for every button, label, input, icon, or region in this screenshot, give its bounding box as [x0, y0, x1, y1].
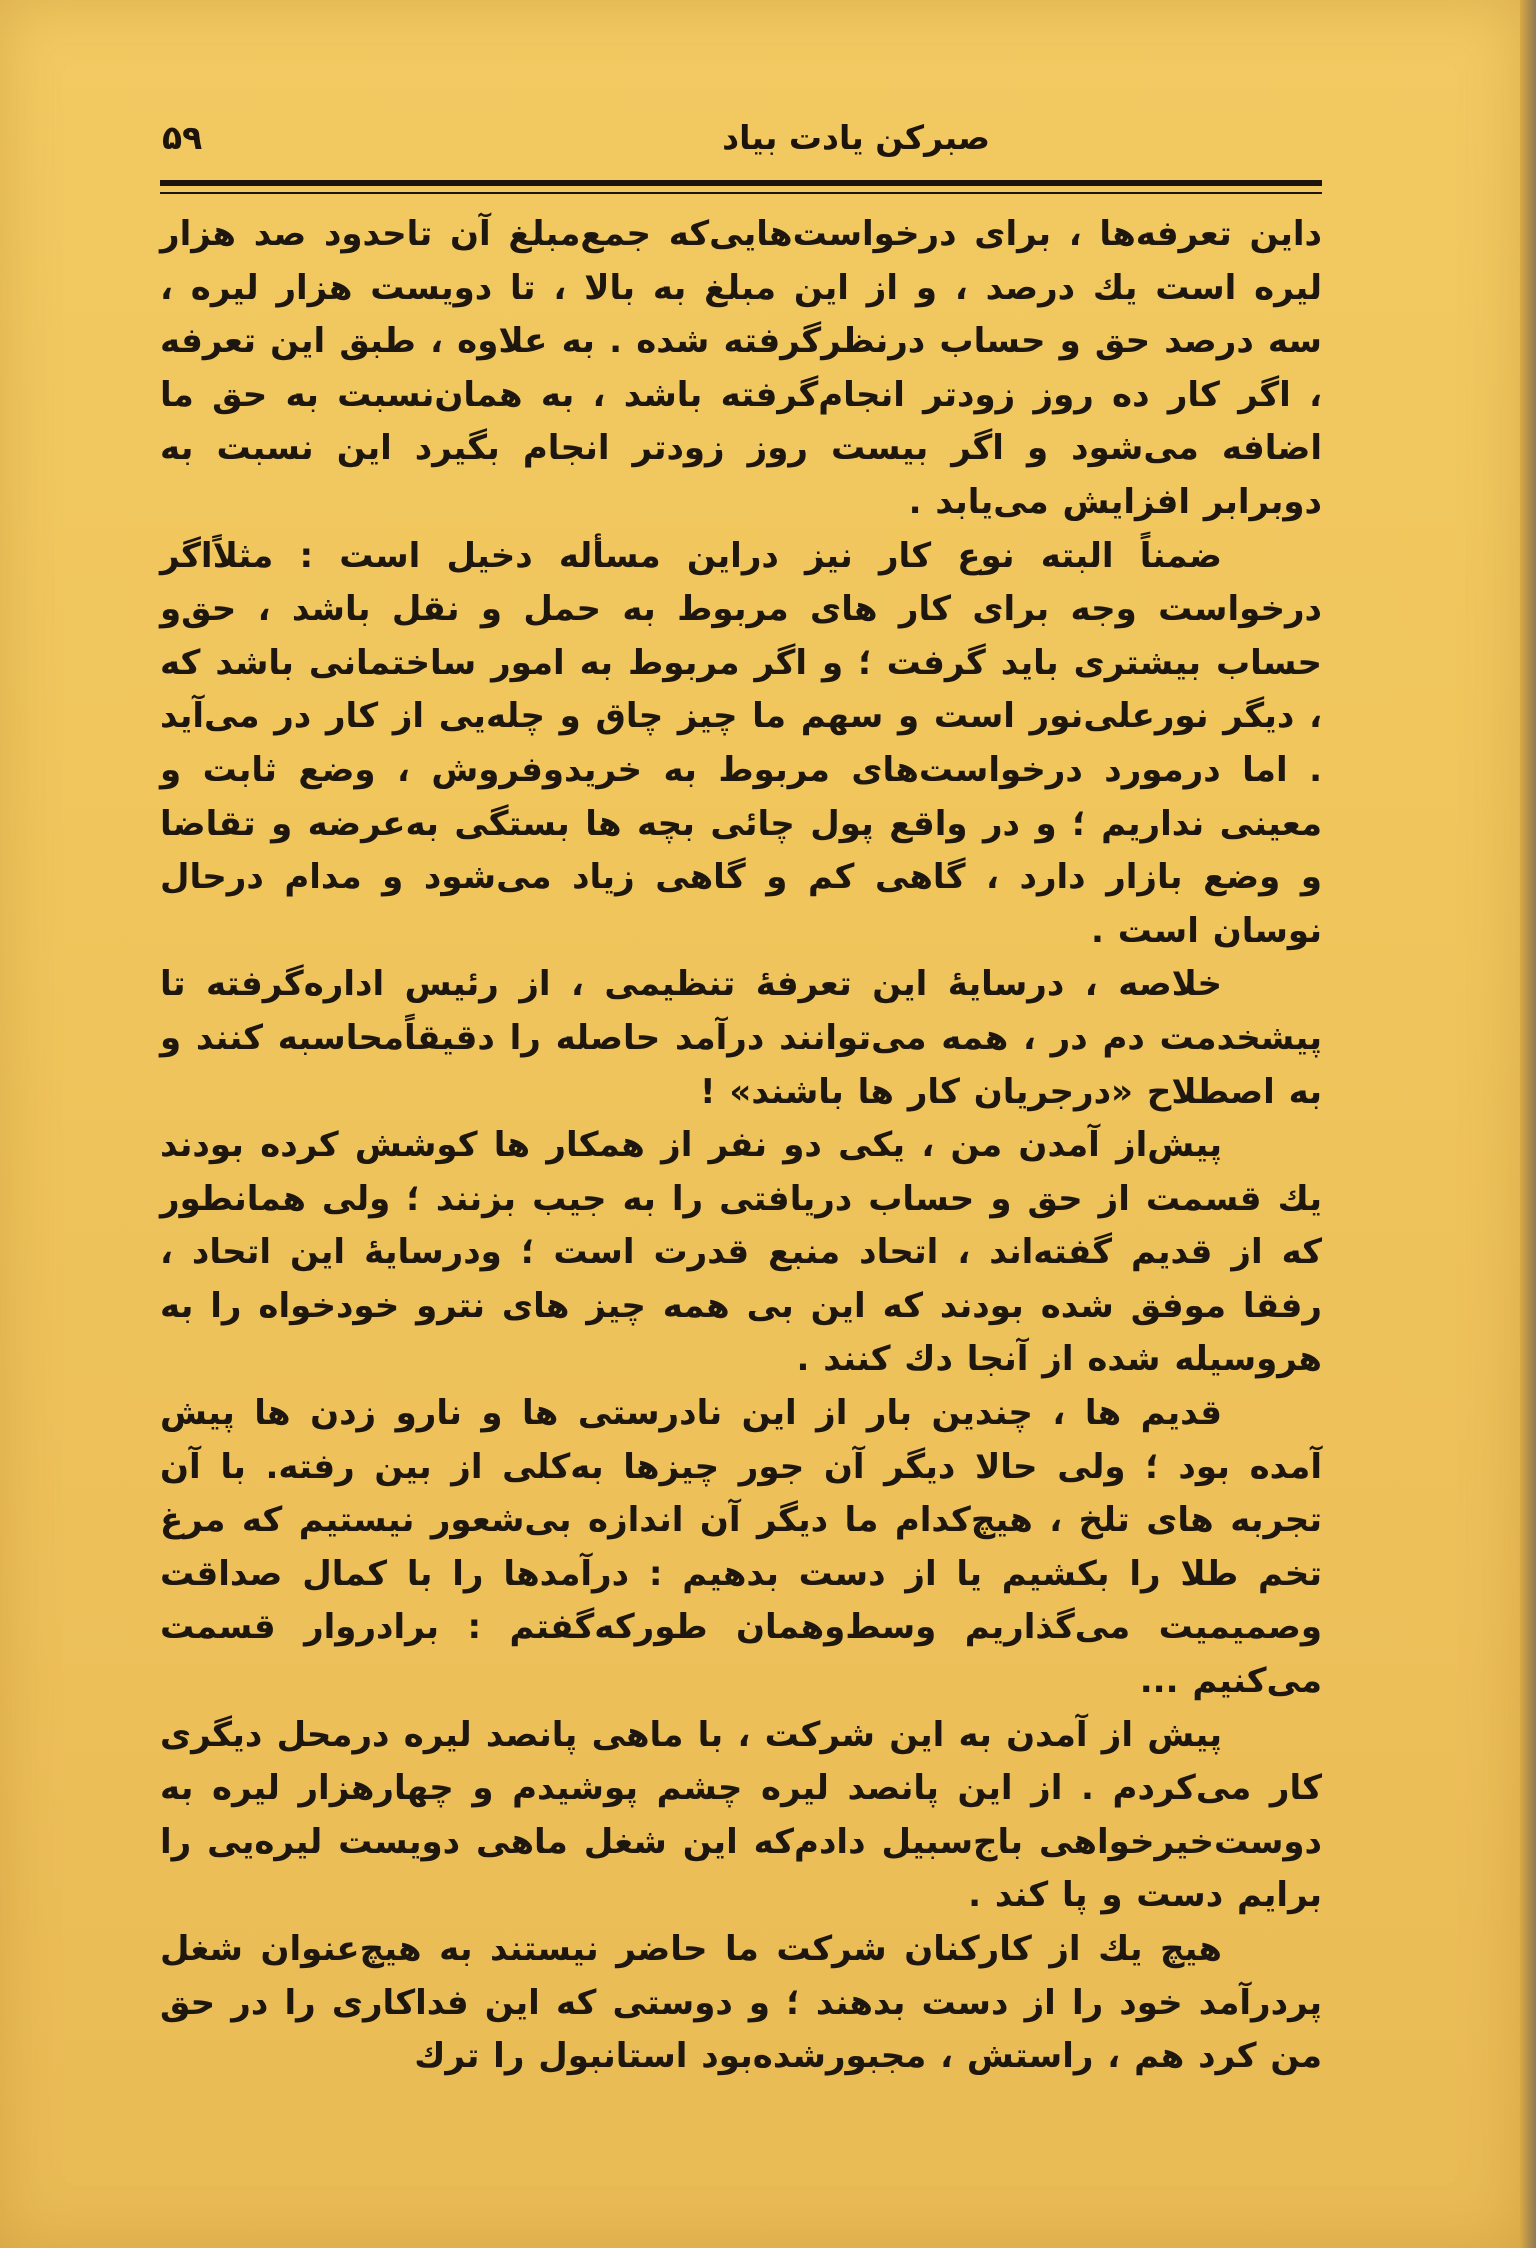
page-number: ۵۹	[162, 118, 203, 157]
header-rule-thick	[160, 180, 1322, 186]
paragraph-4: پیش‌از آمدن من ، یکی دو نفر از همکار ها کوشش کرده بودند یك قسمت از حق و حساب دریافتی را به جیب بزنند ؛ ولی همانطور که از قدیم گفته‌اند ، اتحاد منبع قدرت است ؛ ودرسایهٔ این اتحاد ، رفقا موفق شده بودند که این بی همه چیز های نترو خودخواه را به هروسیله شده از آنجا دك کنند .	[160, 1125, 1322, 1380]
paragraph-5: قدیم ها ، چندین بار از این نادرستی ها و نارو زدن ها پیش آمده بود ؛ ولی حالا دیگر آن جور چیزها به‌کلی از بین رفته. با آن تجربه های تلخ ، هیچ‌کدام ما دیگر آن اندازه بی‌شعور نیستیم که مرغ تخم طلا را بکشیم یا از دست بدهیم : درآمدها را با کمال صداقت وصمیمیت می‌گذاریم وسط‌وهمان طورکه‌گفتم : برادروار قسمت می‌کنیم ...	[160, 1393, 1322, 1702]
paragraph-6: پیش از آمدن به این شرکت ، با ماهی پانصد لیره درمحل دیگری کار می‌کردم . از این پانصد لیره چشم پوشیدم و چهارهزار لیره به دوست‌خیرخواهی باج‌سبیل دادم‌که این شغل ماهی دویست لیره‌یی را برایم دست و پا کند .	[160, 1714, 1322, 1916]
paragraph-2: ضمناً البته نوع کار نیز دراین مسأله دخیل است : مثلاًاگر درخواست وجه برای کار های مربوط به حمل و نقل باشد ، حق‌و حساب بیشتری باید گرفت ؛ و اگر مربوط به امور ساختمانی باشد که ، دیگر نورعلی‌نور است و سهم ما چیز چاق و چله‌یی از کار در می‌آید . اما درمورد درخواست‌های مربوط به خریدوفروش ، وضع ثابت و معینی نداریم ؛ و در واقع پول چائی بچه ها بستگی به‌عرضه و تقاضا و وضع بازار دارد ، گاهی کم و گاهی زیاد می‌شود و مدام درحال نوسان است .	[160, 535, 1322, 951]
paragraph-7: هیچ یك از کارکنان شرکت ما حاضر نیستند به هیچ‌عنوان شغل پردرآمد خود را از دست بدهند ؛ و دوستی که این فداکاری را در حق من کرد هم ، راستش ، مجبورشده‌بود استانبول را ترك	[160, 1929, 1322, 2077]
paragraph-3: خلاصه ، درسایهٔ این تعرفهٔ تنظیمی ، از رئیس اداره‌گرفته تا پیشخدمت دم در ، همه می‌توانند درآمد حاصله را دقیقاًمحاسبه کنند و به اصطلاح «درجریان کار ها باشند» !	[160, 964, 1322, 1112]
page-header	[160, 118, 1320, 178]
paragraph-1: داین تعرفه‌ها ، برای درخواست‌هایی‌که جمع‌مبلغ آن تاحدود صد هزار لیره است یك درصد ، و از این مبلغ به بالا ، تا دویست هزار لیره ، سه درصد حق و حساب درنظرگرفته شده . به علاوه ، طبق این تعرفه ، اگر کار ده روز زودتر انجام‌گرفته باشد ، به همان‌نسبت به حق ما اضافه می‌شود و اگر بیست روز زودتر انجام بگیرد این نسبت به دوبرابر افزایش می‌یابد .	[160, 214, 1322, 522]
page-edge-shadow	[1520, 0, 1536, 2248]
body-text	[160, 208, 1322, 2084]
running-title: صبرکن یادت بیاد	[722, 118, 990, 157]
header-rule-thin	[160, 192, 1322, 194]
